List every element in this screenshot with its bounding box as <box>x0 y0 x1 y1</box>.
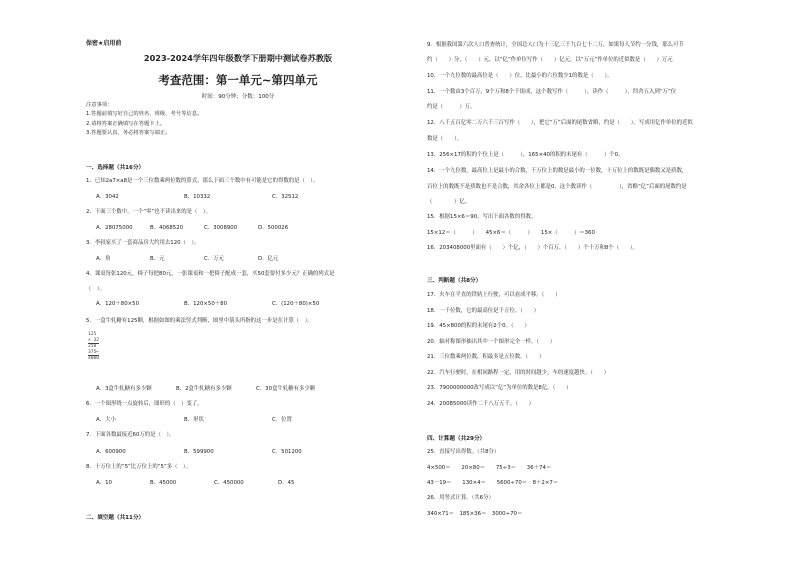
question-11: 11．一个数由3个百万、9个万和8个千组成，这个数写作（ ），读作（ ），四舍五入到“万”位 <box>427 89 677 95</box>
section-fill-heading: 二、填空题（共11分） <box>86 515 145 521</box>
question-8-options <box>96 480 294 487</box>
option[interactable]: D．500026 <box>258 225 289 231</box>
question-21: 21．三位数乘两位数，积最多是五位数。（ ） <box>427 354 545 360</box>
question-23: 23．7900000000改写成以“亿”为单位的数是8亿。（ ） <box>427 385 572 391</box>
option[interactable]: C．501200 <box>272 449 302 455</box>
question-3-options <box>96 256 278 263</box>
option[interactable]: B．元 <box>150 256 165 262</box>
option[interactable]: C．万元 <box>204 256 224 262</box>
option[interactable]: A．10 <box>96 480 112 486</box>
option[interactable]: B．形状 <box>184 417 204 423</box>
option[interactable]: B．10332 <box>184 194 211 200</box>
notes <box>86 101 202 138</box>
question-12-cont: 数是（ ）。 <box>427 136 463 142</box>
question-16: 16．203408000里面有（ ）个亿，（ ）个百万，（ ）个十万和8个（ ）。 <box>427 245 638 251</box>
option[interactable]: C．(120＋80)×50 <box>272 301 320 307</box>
question-24: 24．20085000读作二千八万五千。（ ） <box>427 401 535 407</box>
question-10: 10．一个九位数的最高位是（ ）位，比最小的六位数少1的数是（ ）。 <box>427 73 613 79</box>
question-9: 9．根据我国第六次人口普查统计，全国总人口为十三亿三千九百七十二万，如果每人节约一分钱，那么可节 <box>427 42 684 48</box>
notes-heading: 注意事项： <box>86 102 113 108</box>
question-9-cont: 约（ ）分，（ ）元，以“亿”作单位写作（ ）亿元，以“万元”作单位的近似数是（ ）万元 <box>427 57 673 63</box>
calc-row-1: 4×500＝ 20×80＝ 75÷3＝ 36＋74＝ <box>427 465 552 471</box>
option[interactable]: B．120×50＋80 <box>184 301 228 307</box>
option[interactable]: B．45000 <box>150 480 177 486</box>
question-2-options <box>96 225 288 232</box>
option[interactable]: C．30盒牛轧糖有多少颗 <box>256 386 316 392</box>
calc-line: 125 <box>88 332 97 337</box>
question-7: 7．下面各数最接近60万的是（ ）。 <box>86 432 175 438</box>
option[interactable]: A．28075000 <box>96 225 133 231</box>
question-2: 2．下面三个数中，一个“零”也不读出来的是（ ）。 <box>86 209 211 215</box>
question-17: 17．火车在平直的铁轨上行驶，可以看成平移。（ ） <box>427 292 561 298</box>
question-8: 8．十万位上的“5”比万位上的“5”多（ ）。 <box>86 464 192 470</box>
section-choice-heading: 一、选择题（共16分） <box>86 165 145 171</box>
option[interactable]: B．2盒牛轧糖有多少颗 <box>176 386 232 392</box>
question-22: 22．汽车行驶时，在相同路程一定，用的时间越少，车的速度越快。（ ） <box>427 370 610 376</box>
question-14-cont2: （ ）亿。 <box>427 199 471 205</box>
question-15: 15．根据15×6＝90，写出下面各数的得数。 <box>427 214 537 220</box>
calc-line: × 32 <box>88 337 100 343</box>
option[interactable]: A．3042 <box>96 194 119 200</box>
question-6-options <box>96 417 292 424</box>
question-13: 13．256×17的积的个位上是（ ），165×40的积的末尾有（ ）个0。 <box>427 152 624 158</box>
option[interactable]: C．32512 <box>272 194 299 200</box>
question-5: 5．一盒牛轧糖有125颗，根据如图的乘法竖式判断，图里中箭头所指的这一步是在计算（ ）。 <box>86 318 313 324</box>
question-3: 3．李叔家买了一套商品房大约用去120（ ）。 <box>86 240 200 246</box>
option[interactable]: D．亿元 <box>258 256 279 262</box>
calc-line: 375← <box>88 349 100 355</box>
question-4-cont: （ ）。 <box>86 286 105 292</box>
option[interactable]: D．45 <box>278 480 295 486</box>
question-5-options <box>96 386 315 393</box>
note-item: 2.请将答案正确填写在答题卡上。 <box>86 120 166 127</box>
question-14: 14．一个九位数，最高位上是最小的合数，千万位上的数是最小的一位数，十万位上的数既是偶数又是质数， <box>427 168 688 174</box>
question-11-cont: 约是（ ）万。 <box>427 104 476 110</box>
option[interactable]: B．4068520 <box>150 225 184 231</box>
calc-row-2: 43－19＝ 130×4＝ 5600÷70＝ 8＋2×7＝ <box>427 480 559 486</box>
question-19: 19．45×800的积的末尾有2个0。（ ） <box>427 323 530 329</box>
question-18: 18．一千位数，它的最高位是千万位。（ ） <box>427 308 539 314</box>
calc-line: 250 <box>88 344 97 350</box>
option[interactable]: B．599900 <box>184 449 214 455</box>
exam-title: 2023-2024学年四年级数学下册期中测试卷苏教版 <box>143 53 333 63</box>
option[interactable]: A．120＋80×50 <box>96 301 139 307</box>
question-4: 4．课桌每张120元，椅子每把80元，一张课桌和一把椅子配成一套，买50套要付多少元？正确的列式是 <box>86 271 335 277</box>
secret-label: 保密★启用前 <box>86 40 122 47</box>
calc-row-3: 340×71＝ 185×36＝ 3000÷70＝ <box>427 511 523 517</box>
option[interactable]: A．角 <box>96 256 111 262</box>
option[interactable]: C．450000 <box>214 480 244 486</box>
option[interactable]: A．3盒牛轧糖有多少颗 <box>96 386 152 392</box>
question-12: 12．八千五百亿零二万六千三百写作（ ），把它“万”后面的尾数省略，约是（ ）。写成用亿作单位的近似 <box>427 120 693 126</box>
exam-time-score: 时间：90分钟；分数：100分 <box>201 94 275 100</box>
option[interactable]: C．位置 <box>272 417 292 423</box>
question-4-options <box>96 301 319 308</box>
question-6: 6．一个图形绕一点旋转后，图形的（ ）变了。 <box>86 401 203 407</box>
question-1: 1．已知2a7×a8是一个三位数乘两位数的算式，那么下面三个数中有可能是它的得数的是（ ）。 <box>86 178 319 184</box>
section-calc-heading: 四、计算题（共29分） <box>427 436 486 442</box>
question-15-items: 15×12＝（ ） 45×6＝（ ） 15×（ ）＝360 <box>427 230 595 236</box>
question-1-options <box>96 194 298 201</box>
note-item: 3.答题要认真，务必将答案写端正。 <box>86 129 171 136</box>
note-item: 1.答题前填写好自己的姓名、班级、考号等信息。 <box>86 111 203 118</box>
option[interactable]: A．大小 <box>96 417 116 423</box>
calc-line: 4000 <box>88 356 100 362</box>
question-20: 20．轴对称图形抽出其中一个图形完全一样。（ ） <box>427 339 556 345</box>
question-25: 25．直接写出得数。（共8分） <box>427 449 500 455</box>
exam-subtitle: 考查范围：第一单元~第四单元 <box>158 73 318 87</box>
question-14-cont: 百位上的数既不是质数也不是合数，其余各位上都是0，这个数读作（ ），省略“亿”后面的尾数约是 <box>427 184 687 190</box>
option[interactable]: A．600900 <box>96 449 126 455</box>
section-judge-heading: 三、判断题（共8分） <box>427 278 482 284</box>
question-26: 26．用竖式计算。（共6分） <box>427 495 494 501</box>
question-7-options <box>96 449 302 456</box>
multiplication-figure <box>88 332 99 362</box>
option[interactable]: C．3008900 <box>204 225 238 231</box>
